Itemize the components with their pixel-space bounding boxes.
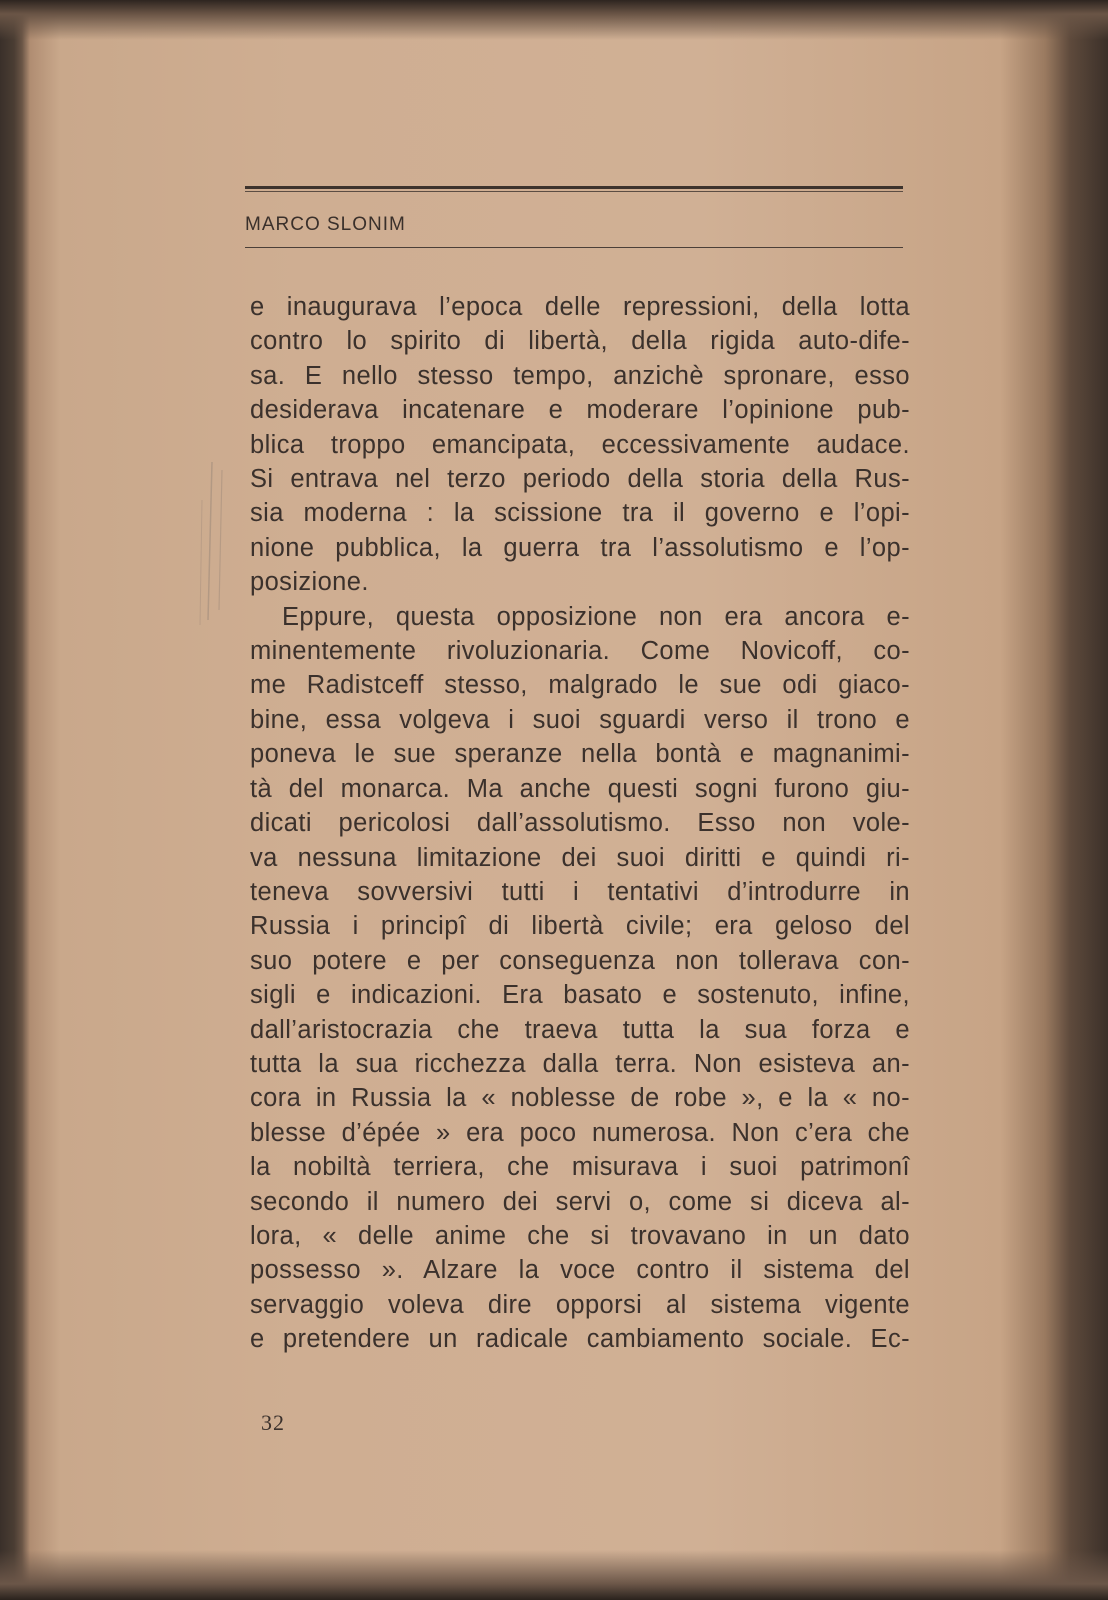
text-line: sia moderna : la scissione tra il governo e l’opi- — [250, 499, 910, 528]
text-line: dicati pericolosi dall’assolutismo. Esso non vole- — [250, 809, 910, 838]
text-line: Russia i principî di libertà civile; era geloso del — [250, 912, 910, 941]
text-line: sigli e indicazioni. Era basato e sostenuto, infine, — [250, 981, 910, 1010]
text-line: tutta la sua ricchezza dalla terra. Non esisteva an- — [250, 1049, 910, 1078]
text-line: dall’aristocrazia che traeva tutta la sua forza e — [250, 1015, 910, 1044]
text-line: blica troppo emancipata, eccessivamente audace. — [250, 430, 910, 459]
header-double-rule — [245, 186, 903, 192]
text-line: sa. E nello stesso tempo, anzichè spronare, esso — [250, 361, 910, 390]
text-line: e inaugurava l’epoca delle repressioni, della lotta — [250, 293, 910, 321]
running-head-author: MARCO SLONIM — [245, 214, 406, 235]
text-line: Eppure, questa opposizione non era ancora e- — [282, 602, 910, 631]
text-line: servaggio voleva dire opporsi al sistema vigente — [250, 1290, 910, 1319]
text-line: Si entrava nel terzo periodo della storia della Rus- — [250, 465, 910, 494]
text-line: posizione. — [250, 568, 369, 597]
text-line: cora in Russia la « noblesse de robe », e la « no- — [250, 1084, 910, 1113]
page-number: 32 — [261, 1410, 285, 1435]
paragraph-1 — [250, 290, 910, 600]
text-line: nione pubblica, la guerra tra l’assolutismo e l’op- — [250, 533, 910, 562]
text-line: lora, « delle anime che si trovavano in un dato — [250, 1221, 910, 1250]
text-line: minentemente rivoluzionaria. Come Novicoff, co- — [250, 637, 910, 666]
text-line: va nessuna limitazione dei suoi diritti e quindi ri- — [250, 843, 910, 872]
text-line: me Radistceff stesso, malgrado le sue odi giaco- — [250, 671, 910, 700]
text-line: possesso ». Alzare la voce contro il sistema del — [250, 1256, 910, 1285]
text-line: secondo il numero dei servi o, come si diceva al- — [250, 1187, 910, 1216]
text-line: bine, essa volgeva i suoi sguardi verso il trono e — [250, 705, 910, 734]
text-line: contro lo spirito di libertà, della rigida auto-dife- — [250, 327, 910, 356]
text-line: tà del monarca. Ma anche questi sogni furono giu- — [250, 774, 910, 803]
text-line: teneva sovversivi tutti i tentativi d’introdurre in — [250, 877, 910, 906]
text-line: poneva le sue speranze nella bontà e magnanimi- — [250, 740, 910, 769]
body-text — [250, 290, 910, 1357]
header-rule — [245, 247, 903, 248]
paragraph-2 — [250, 600, 910, 1357]
text-line: desiderava incatenare e moderare l’opinione pub- — [250, 396, 910, 425]
text-line: blesse d’épée » era poco numerosa. Non c’era che — [250, 1118, 910, 1147]
pencil-margin-marks — [190, 460, 230, 630]
text-line: la nobiltà terriera, che misurava i suoi patrimonî — [250, 1153, 910, 1182]
text-line: e pretendere un radicale cambiamento sociale. Ec- — [250, 1325, 910, 1354]
text-line: suo potere e per conseguenza non tollerava con- — [250, 946, 910, 975]
